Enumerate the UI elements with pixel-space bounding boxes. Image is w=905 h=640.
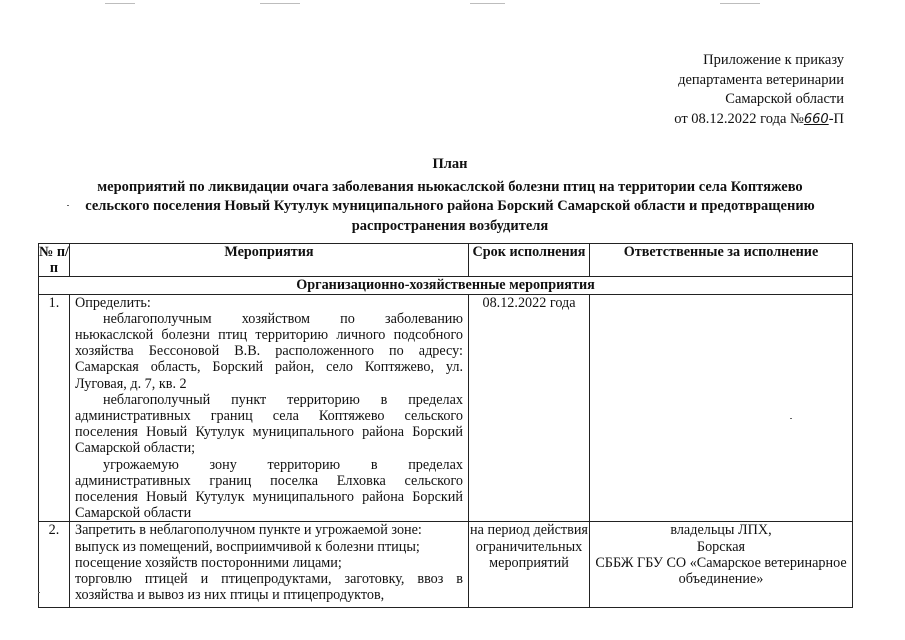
title-line: мероприятий по ликвидации очага заболевания ньюкаслской болезни птиц на территории села Коптяжево bbox=[97, 178, 803, 195]
responsible-line: Борская bbox=[696, 538, 746, 555]
order-number: 660 bbox=[803, 111, 829, 127]
scan-edge-line bbox=[105, 3, 135, 4]
activity-line: угрожаемую зону территорию в пределах административных границ поселка Елховка сельского поселения Новый Кутулук муниципального района Борский Самарской области bbox=[75, 456, 463, 522]
section-title: Организационно-хозяйственные мероприятия bbox=[39, 277, 853, 294]
table-row bbox=[39, 294, 853, 522]
activity-line: выпуск из помещений, восприимчивой к болезни птицы; bbox=[75, 538, 420, 555]
row-number: 2. bbox=[39, 522, 70, 608]
section-row bbox=[39, 277, 853, 294]
scan-edge-line bbox=[720, 3, 760, 4]
activity-line: Определить: bbox=[75, 294, 151, 311]
order-suffix: -П bbox=[828, 110, 844, 127]
header-num: № п/п bbox=[39, 244, 69, 277]
table-row bbox=[39, 522, 853, 608]
order-date: от 08.12.2022 года № bbox=[674, 110, 804, 127]
responsible-line: СББЖ ГБУ СО «Самарское ветеринарное объединение» bbox=[595, 554, 847, 588]
header-activities: Мероприятия bbox=[70, 244, 469, 277]
scan-edge-line bbox=[260, 3, 300, 4]
activity-line: неблагополучным хозяйством по заболеванию ньюкаслской болезни птиц территорию личного подсобного хозяйства Бессоновой В.В. расположенного по адресу: Самарская область, Борский район, село Коптяжево, ул. Луговая, д. 7, кв. 2 bbox=[75, 310, 463, 392]
document-title bbox=[60, 155, 840, 236]
row-term: на период действия ограничительных мероприятий bbox=[469, 522, 590, 608]
appendix-line: Самарской области bbox=[725, 91, 844, 107]
order-reference bbox=[674, 110, 844, 130]
row-activity bbox=[70, 522, 469, 608]
title-line: распространения возбудителя bbox=[351, 217, 549, 234]
activity-line: Запретить в неблагополучном пункте и угрожаемой зоне: bbox=[75, 522, 422, 539]
header-responsible: Ответственные за исполнение bbox=[590, 244, 853, 277]
row-activity bbox=[70, 294, 469, 522]
row-number: 1. bbox=[39, 294, 70, 522]
activity-line: посещение хозяйств посторонними лицами; bbox=[75, 554, 342, 571]
appendix-line: Приложение к приказу bbox=[703, 52, 844, 68]
responsible-line: владельцы ЛПХ, bbox=[670, 522, 772, 539]
header-term: Срок исполнения bbox=[469, 244, 590, 277]
appendix-block bbox=[674, 51, 844, 129]
title-line: сельского поселения Новый Кутулук муниципального района Борский Самарской области и предотвращению bbox=[85, 198, 815, 214]
table-header-row bbox=[39, 244, 853, 277]
appendix-line: департамента ветеринарии bbox=[678, 71, 844, 88]
scan-speck bbox=[38, 592, 40, 593]
row-responsible bbox=[590, 522, 853, 608]
row-term: 08.12.2022 года bbox=[469, 294, 590, 522]
plan-table bbox=[38, 243, 853, 608]
scan-speck bbox=[790, 418, 792, 419]
activity-line: неблагополучный пункт территорию в пределах административных границ села Коптяжево сельского поселения Новый Кутулук муниципального района Борский Самарской области; bbox=[75, 391, 463, 457]
scan-speck bbox=[67, 205, 69, 206]
title-heading: План bbox=[432, 156, 468, 172]
row-responsible bbox=[590, 294, 853, 522]
scan-edge-line bbox=[470, 3, 505, 4]
activity-line: торговлю птицей и птицепродуктами, заготовку, ввоз в хозяйства и вывоз из них птицы и птицепродуктов, bbox=[75, 571, 463, 604]
